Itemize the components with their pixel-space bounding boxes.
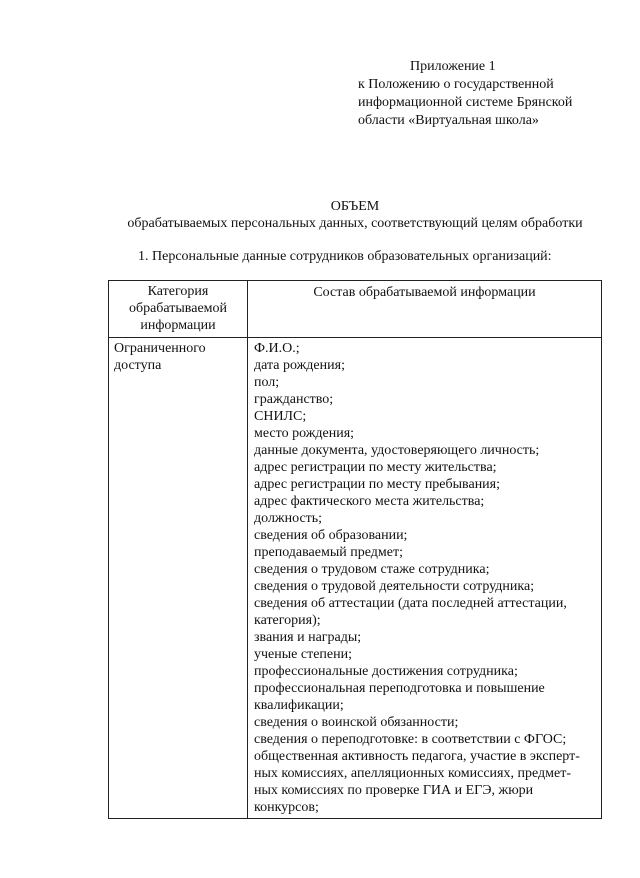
list-item: конкурсов; bbox=[254, 800, 319, 815]
composition-list bbox=[254, 340, 593, 816]
list-item: профессиональные достижения сотрудника; bbox=[254, 664, 518, 679]
appendix-reference bbox=[358, 58, 628, 130]
composition-cell bbox=[248, 338, 602, 819]
section-title: 1. Персональные данные сотрудников образовательных организаций: bbox=[138, 249, 552, 264]
list-item: сведения о трудовой деятельности сотрудника; bbox=[254, 579, 535, 594]
list-item: сведения о переподготовке: в соответствии с ФГОС; bbox=[254, 732, 567, 747]
list-item: место рождения; bbox=[254, 426, 355, 441]
document-title: ОБЪЕМ bbox=[330, 199, 380, 214]
list-item: адрес регистрации по месту жительства; bbox=[254, 460, 497, 475]
header-category-line: информации bbox=[140, 318, 216, 333]
list-item: гражданство; bbox=[254, 392, 334, 407]
header-category bbox=[109, 281, 248, 338]
list-item: категория); bbox=[254, 613, 321, 628]
list-item: пол; bbox=[254, 375, 280, 390]
list-item: ных комиссиях по проверке ГИА и ЕГЭ, жюри bbox=[254, 783, 534, 798]
list-item: преподаваемый предмет; bbox=[254, 545, 403, 560]
document-subtitle: обрабатываемых персональных данных, соответствующий целям обработки bbox=[127, 216, 583, 231]
list-item: сведения об аттестации (дата последней аттестации, bbox=[254, 596, 567, 611]
list-item: профессиональная переподготовка и повышение bbox=[254, 681, 545, 696]
list-item: СНИЛС; bbox=[254, 409, 307, 424]
list-item: Ф.И.О.; bbox=[254, 341, 300, 356]
personal-data-table bbox=[108, 280, 602, 819]
list-item: квалификации; bbox=[254, 698, 344, 713]
table-header-row bbox=[109, 281, 602, 338]
list-item: ученые степени; bbox=[254, 647, 352, 662]
list-item: сведения о трудовом стаже сотрудника; bbox=[254, 562, 490, 577]
header-category-line: обрабатываемой bbox=[128, 301, 228, 316]
list-item: дата рождения; bbox=[254, 358, 345, 373]
appendix-line: области «Виртуальная школа» bbox=[358, 113, 539, 128]
category-cell bbox=[109, 338, 248, 819]
list-item: должность; bbox=[254, 511, 323, 526]
category-line: доступа bbox=[114, 358, 162, 373]
list-item: данные документа, удостоверяющего личность; bbox=[254, 443, 540, 458]
list-item: ных комиссиях, апелляционных комиссиях, предмет- bbox=[254, 766, 571, 781]
list-item: сведения о воинской обязанности; bbox=[254, 715, 459, 730]
list-item: сведения об образовании; bbox=[254, 528, 408, 543]
header-composition: Состав обрабатываемой информации bbox=[248, 281, 602, 338]
appendix-line: к Положению о государственной bbox=[358, 77, 554, 92]
table-row bbox=[109, 338, 602, 819]
appendix-line: информационной системе Брянской bbox=[358, 95, 573, 110]
header-category-line: Категория bbox=[147, 284, 209, 299]
list-item: общественная активность педагога, участие в эксперт- bbox=[254, 749, 580, 764]
appendix-number: Приложение 1 bbox=[410, 59, 496, 74]
list-item: адрес фактического места жительства; bbox=[254, 494, 485, 509]
list-item: адрес регистрации по месту пребывания; bbox=[254, 477, 501, 492]
category-line: Ограниченного bbox=[114, 341, 206, 356]
list-item: звания и награды; bbox=[254, 630, 362, 645]
